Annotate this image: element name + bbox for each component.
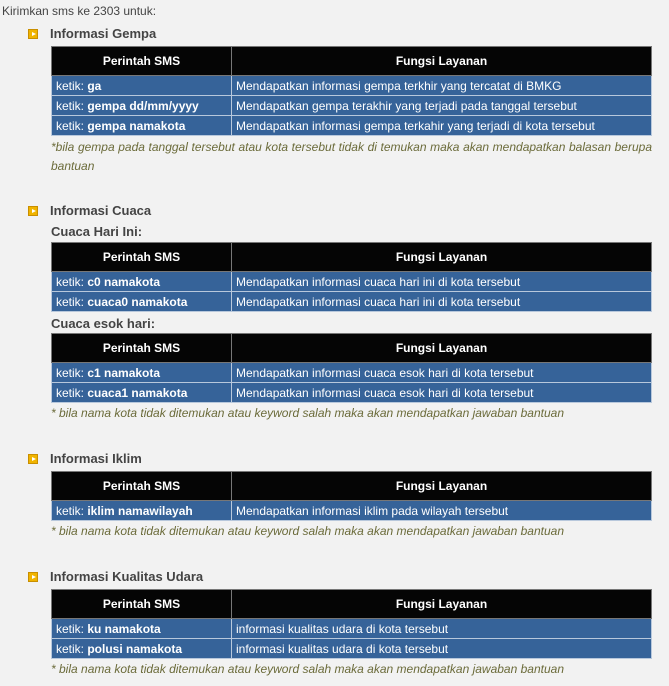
bullet-icon [28,454,38,464]
description-cell: Mendapatkan informasi gempa terkahir yang terjadi di kota tersebut [232,116,652,136]
description-cell: Mendapatkan informasi cuaca esok hari di kota tersebut [232,363,652,383]
section-title: Informasi Iklim [50,451,142,466]
header-perintah: Perintah SMS [52,472,232,501]
subheading-cuaca-hari-ini: Cuaca Hari Ini: [51,224,143,239]
command-cell: ketik: gempa namakota [52,116,232,136]
header-fungsi: Fungsi Layanan [232,590,652,619]
table-header-row [52,243,652,272]
table-header-row [52,334,652,363]
command-cell: ketik: ku namakota [52,619,232,639]
description-cell: Mendapatkan gempa terakhir yang terjadi pada tanggal tersebut [232,96,652,116]
command-cell: ketik: polusi namakota [52,639,232,659]
bullet-icon [28,206,38,216]
header-perintah: Perintah SMS [52,243,232,272]
command-cell: ketik: cuaca1 namakota [52,383,232,403]
header-perintah: Perintah SMS [52,47,232,76]
subheading-cuaca-esok-hari: Cuaca esok hari: [51,316,156,331]
header-perintah: Perintah SMS [52,334,232,363]
cuaca-tomorrow-table [51,333,652,403]
description-cell: Mendapatkan informasi gempa terkhir yang tercatat di BMKG [232,76,652,96]
description-cell: Mendapatkan informasi iklim pada wilayah tersebut [232,501,652,521]
section-heading-gempa [28,26,156,41]
description-cell: Mendapatkan informasi cuaca esok hari di kota tersebut [232,383,652,403]
section-heading-cuaca [28,203,151,218]
gempa-table [51,46,652,136]
section-title: Informasi Cuaca [50,203,152,218]
cuaca-note: * bila nama kota tidak ditemukan atau keyword salah maka akan mendapatkan jawaban bantuan [51,406,564,420]
command-cell: ketik: ga [52,76,232,96]
command-cell: ketik: c0 namakota [52,272,232,292]
bullet-icon [28,572,38,582]
header-fungsi: Fungsi Layanan [232,334,652,363]
gempa-note: *bila gempa pada tanggal tersebut atau kota tersebut tidak di temukan maka akan mendapatkan balasan berupa bantuan [51,140,652,173]
table-row [52,619,652,639]
udara-note: * bila nama kota tidak ditemukan atau keyword salah maka akan mendapatkan jawaban bantuan [51,662,564,676]
section-heading-udara [28,569,203,584]
table-header-row [52,47,652,76]
table-row [52,272,652,292]
table-header-row [52,590,652,619]
table-row [52,292,652,312]
command-cell: ketik: c1 namakota [52,363,232,383]
udara-table [51,589,652,659]
table-row [52,363,652,383]
intro-text: Kirimkan sms ke 2303 untuk: [2,4,157,18]
table-row [52,501,652,521]
section-title: Informasi Gempa [50,26,157,41]
command-cell: ketik: iklim namawilayah [52,501,232,521]
iklim-note: * bila nama kota tidak ditemukan atau keyword salah maka akan mendapatkan jawaban bantuan [51,524,564,538]
table-row [52,116,652,136]
table-row [52,383,652,403]
header-fungsi: Fungsi Layanan [232,243,652,272]
table-row [52,96,652,116]
table-header-row [52,472,652,501]
description-cell: Mendapatkan informasi cuaca hari ini di kota tersebut [232,292,652,312]
description-cell: informasi kualitas udara di kota tersebut [232,619,652,639]
section-heading-iklim [28,451,142,466]
command-cell: ketik: cuaca0 namakota [52,292,232,312]
table-row [52,76,652,96]
section-title: Informasi Kualitas Udara [50,569,204,584]
command-cell: ketik: gempa dd/mm/yyyy [52,96,232,116]
table-row [52,639,652,659]
header-fungsi: Fungsi Layanan [232,472,652,501]
description-cell: informasi kualitas udara di kota tersebut [232,639,652,659]
iklim-table [51,471,652,521]
bullet-icon [28,29,38,39]
header-perintah: Perintah SMS [52,590,232,619]
description-cell: Mendapatkan informasi cuaca hari ini di kota tersebut [232,272,652,292]
cuaca-today-table [51,242,652,312]
header-fungsi: Fungsi Layanan [232,47,652,76]
